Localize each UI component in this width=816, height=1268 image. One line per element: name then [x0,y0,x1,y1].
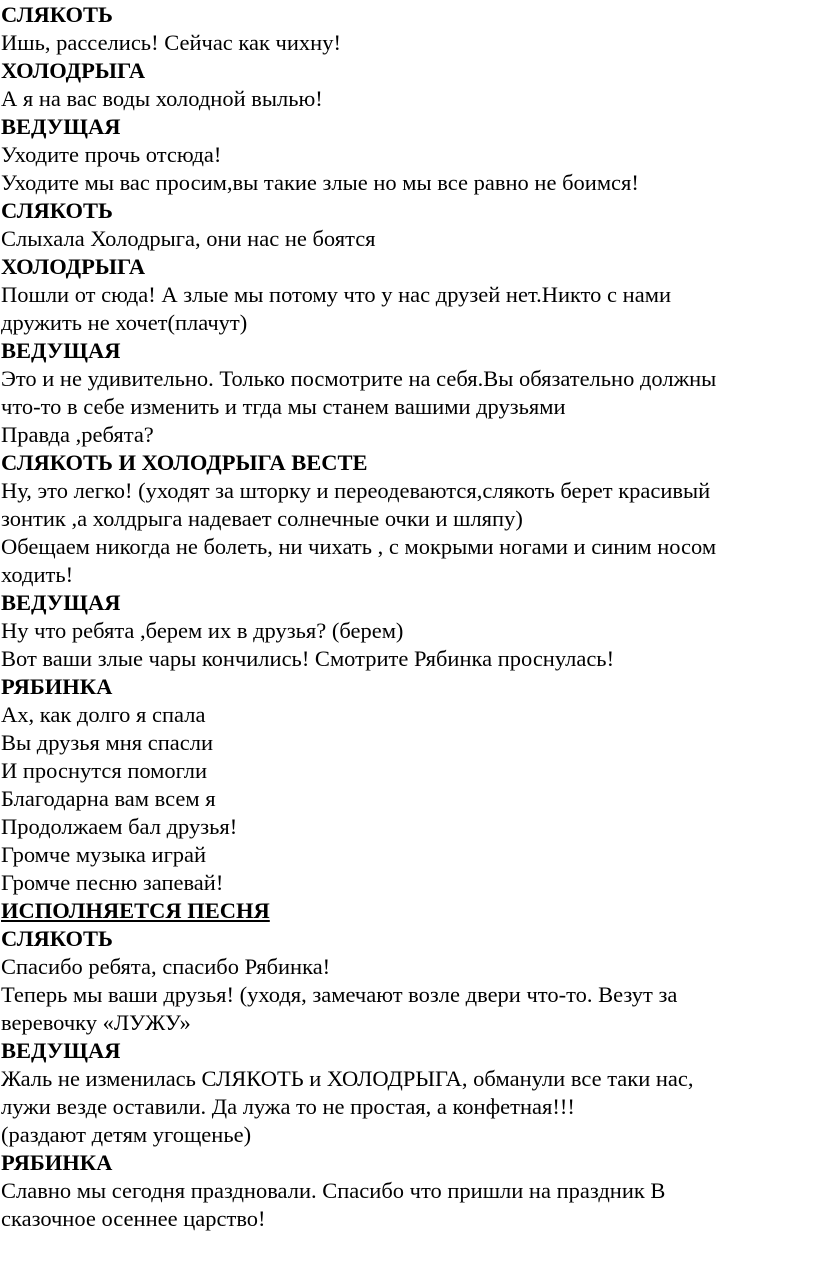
dialogue-line: Обещаем никогда не болеть, ни чихать , с мокрыми ногами и синим носом [1,534,717,559]
speaker-name: РЯБИНКА [1,1150,113,1175]
speaker-name: РЯБИНКА [1,674,113,699]
dialogue-line: сказочное осеннее царство! [1,1206,266,1231]
dialogue-line: Громче музыка играй [1,842,207,867]
speaker-name: ВЕДУЩАЯ [1,1038,121,1063]
dialogue-line: (раздают детям угощенье) [1,1122,252,1147]
dialogue-line: Слыхала Холодрыга, они нас не боятся [1,226,376,251]
dialogue-line: Теперь мы ваши друзья! (уходя, замечают возле двери что-то. Везут за [1,982,678,1007]
dialogue-line: зонтик ,а холдрыга надевает солнечные очки и шляпу) [1,506,523,531]
dialogue-line: Громче песню запевай! [1,870,224,895]
speaker-name: ВЕДУЩАЯ [1,338,121,363]
dialogue-line: Уходите прочь отсюда! [1,142,222,167]
dialogue-line: Вы друзья мня спасли [1,730,214,755]
dialogue-line: лужи везде оставили. Да лужа то не простая, а конфетная!!! [1,1094,575,1119]
speaker-name: СЛЯКОТЬ [1,926,113,951]
dialogue-line: И проснутся помогли [1,758,208,783]
dialogue-line: Ишь, расселись! Сейчас как чихну! [1,30,341,55]
dialogue-line: Продолжаем бал друзья! [1,814,238,839]
dialogue-line: Это и не удивительно. Только посмотрите на себя.Вы обязательно должны [1,366,717,391]
speaker-name: ВЕДУЩАЯ [1,590,121,615]
speaker-name: ВЕДУЩАЯ [1,114,121,139]
dialogue-line: А я на вас воды холодной вылью! [1,86,323,111]
speaker-name: ХОЛОДРЫГА [1,58,146,83]
speaker-name: СЛЯКОТЬ [1,2,113,27]
speaker-name: СЛЯКОТЬ [1,198,113,223]
speaker-name: ХОЛОДРЫГА [1,254,146,279]
dialogue-line: дружить не хочет(плачут) [1,310,248,335]
dialogue-line: Ну, это легко! (уходят за шторку и переодеваются,слякоть берет красивый [1,478,711,503]
dialogue-line: Спасибо ребята, спасибо Рябинка! [1,954,331,979]
dialogue-line: веревочку «ЛУЖУ» [1,1010,191,1035]
dialogue-line: ходить! [1,562,74,587]
dialogue-line: Вот ваши злые чары кончились! Смотрите Рябинка проснулась! [1,646,615,671]
stage-direction-heading: ИСПОЛНЯЕТСЯ ПЕСНЯ [1,898,270,923]
dialogue-line: Ну что ребята ,берем их в друзья? (берем) [1,618,404,643]
dialogue-line: Уходите мы вас просим,вы такие злые но мы все равно не боимся! [1,170,639,195]
dialogue-line: что-то в себе изменить и тгда мы станем вашими друзьями [1,394,566,419]
dialogue-line: Пошли от сюда! А злые мы потому что у нас друзей нет.Никто с нами [1,282,671,307]
dialogue-line: Благодарна вам всем я [1,786,216,811]
dialogue-line: Жаль не изменилась СЛЯКОТЬ и ХОЛОДРЫГА, обманули все таки нас, [1,1066,694,1091]
dialogue-line: Правда ,ребята? [1,422,154,447]
speaker-name: СЛЯКОТЬ И ХОЛОДРЫГА ВЕСТЕ [1,450,368,475]
dialogue-line: Ах, как долго я спала [1,702,206,727]
dialogue-line: Славно мы сегодня праздновали. Спасибо что пришли на праздник В [1,1178,666,1203]
